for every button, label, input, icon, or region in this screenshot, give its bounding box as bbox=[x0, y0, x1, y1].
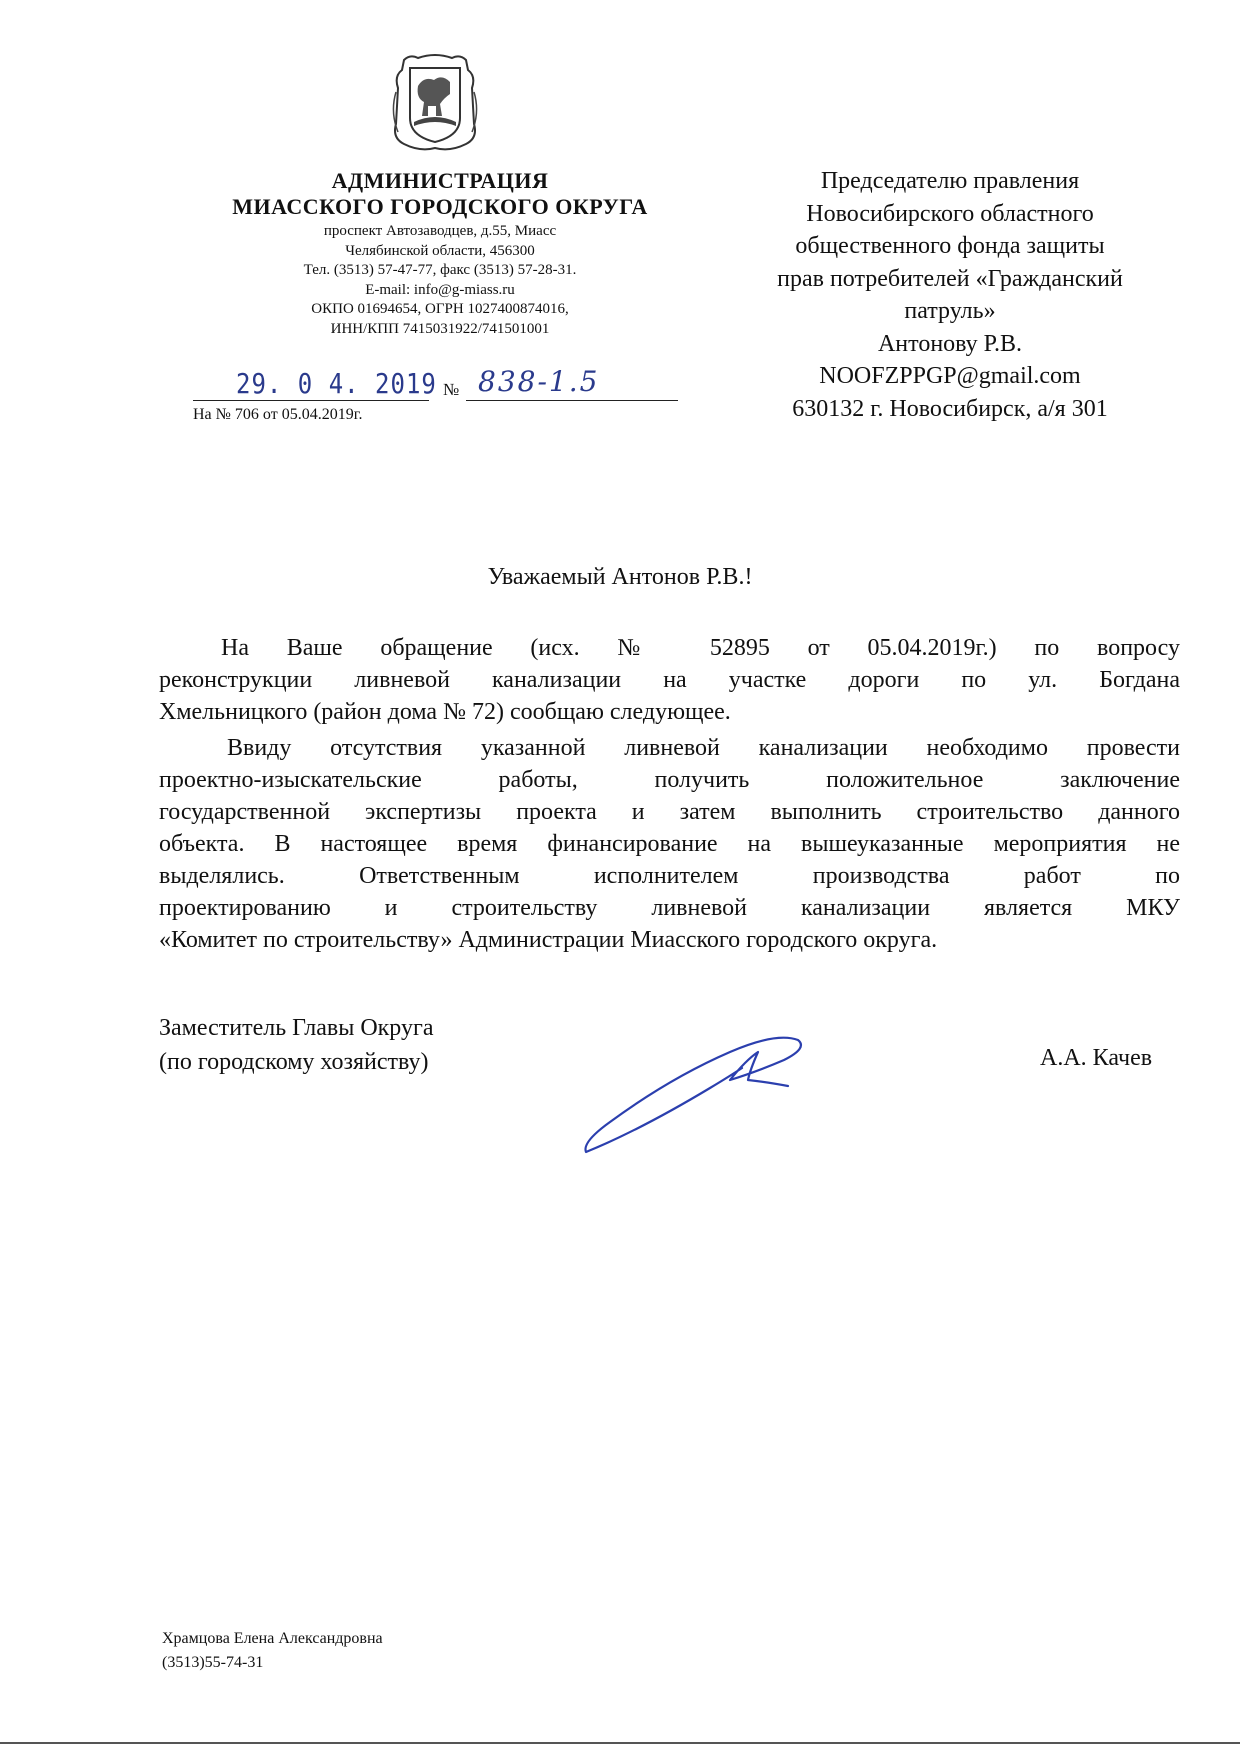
date-underline bbox=[193, 399, 429, 401]
coat-of-arms-emblem bbox=[390, 52, 480, 154]
recipient-email: NOOFZPPGP@gmail.com bbox=[819, 363, 1081, 389]
recipient-line: прав потребителей «Гражданский bbox=[777, 265, 1123, 292]
recipient-line: общественного фонда защиты bbox=[795, 233, 1105, 259]
recipient-block bbox=[720, 165, 1180, 425]
sender-email: E-mail: info@g-miass.ru bbox=[365, 281, 515, 298]
paragraph-line: «Комитет по строительству» Администрации Миасского городского округа. bbox=[159, 927, 938, 953]
sender-address-street: проспект Автозаводцев, д.55, Миасс bbox=[323, 223, 557, 239]
executor-phone: (3513)55-74-31 bbox=[162, 1654, 264, 1671]
sender-okpo-ogrn: ОКПО 01694654, ОГРН 1027400874016, bbox=[311, 301, 569, 317]
greeting: Уважаемый Антонов Р.В.! bbox=[487, 564, 753, 590]
signatory-name: А.А. Качев bbox=[1040, 1045, 1153, 1071]
sender-address-region: Челябинской области, 456300 bbox=[345, 242, 535, 259]
paragraph-line: выделялись. Ответственным исполнителем производства работ по bbox=[159, 863, 1180, 889]
letter-paragraph-2 bbox=[159, 732, 1180, 956]
page-bottom-edge bbox=[0, 1742, 1240, 1744]
recipient-postal-address: 630132 г. Новосибирск, а/я 301 bbox=[792, 395, 1108, 422]
outgoing-number-handwritten: 838-1.5 bbox=[478, 365, 600, 398]
signatory-position-line1: Заместитель Главы Округа bbox=[159, 1015, 434, 1041]
recipient-line: Председателю правления bbox=[820, 168, 1080, 194]
paragraph-line: На Ваше обращение (исх. № 52895 от 05.04.2019г.) по вопросу bbox=[221, 635, 1180, 661]
paragraph-line: реконструкции ливневой канализации на участке дороги по ул. Богдана bbox=[159, 667, 1180, 693]
executor-block bbox=[162, 1627, 383, 1675]
paragraph-line: объекта. В настоящее время финансирование на вышеуказанные мероприятия не bbox=[159, 831, 1180, 857]
paragraph-line: государственной экспертизы проекта и затем выполнить строительство данного bbox=[159, 799, 1180, 825]
date-stamp: 29. 0 4. 2019 bbox=[236, 367, 437, 401]
paragraph-line: Хмельницкого (район дома № 72) сообщаю следующее. bbox=[159, 699, 731, 725]
sender-inn-kpp: ИНН/КПП 7415031922/741501001 bbox=[330, 320, 550, 337]
signatory-position-line2: (по городскому хозяйству) bbox=[159, 1049, 429, 1075]
recipient-line: патруль» bbox=[904, 298, 996, 324]
recipient-line: Новосибирского областного bbox=[806, 200, 1094, 227]
number-label: № bbox=[443, 380, 460, 399]
handwritten-signature bbox=[580, 1030, 820, 1160]
paragraph-line: проектно-изыскательские работы, получить положительное заключение bbox=[159, 767, 1180, 793]
executor-name: Храмцова Елена Александровна bbox=[162, 1630, 383, 1647]
number-underline bbox=[466, 399, 678, 401]
reference-line: На № 706 от 05.04.2019г. bbox=[193, 406, 363, 423]
sender-org-name-line2: МИАССКОГО ГОРОДСКОГО ОКРУГА bbox=[232, 194, 648, 219]
sender-block bbox=[160, 168, 720, 339]
paragraph-line: Ввиду отсутствия указанной ливневой канализации необходимо провести bbox=[227, 735, 1180, 761]
recipient-name: Антонову Р.В. bbox=[877, 330, 1023, 357]
signatory-position bbox=[159, 1011, 434, 1079]
sender-org-name-line1: АДМИНИСТРАЦИЯ bbox=[331, 168, 549, 193]
sender-phones: Тел. (3513) 57-47-77, факс (3513) 57-28-31. bbox=[303, 262, 577, 278]
letter-paragraph-1 bbox=[159, 632, 1180, 728]
paragraph-line: проектированию и строительству ливневой канализации является МКУ bbox=[159, 895, 1180, 921]
